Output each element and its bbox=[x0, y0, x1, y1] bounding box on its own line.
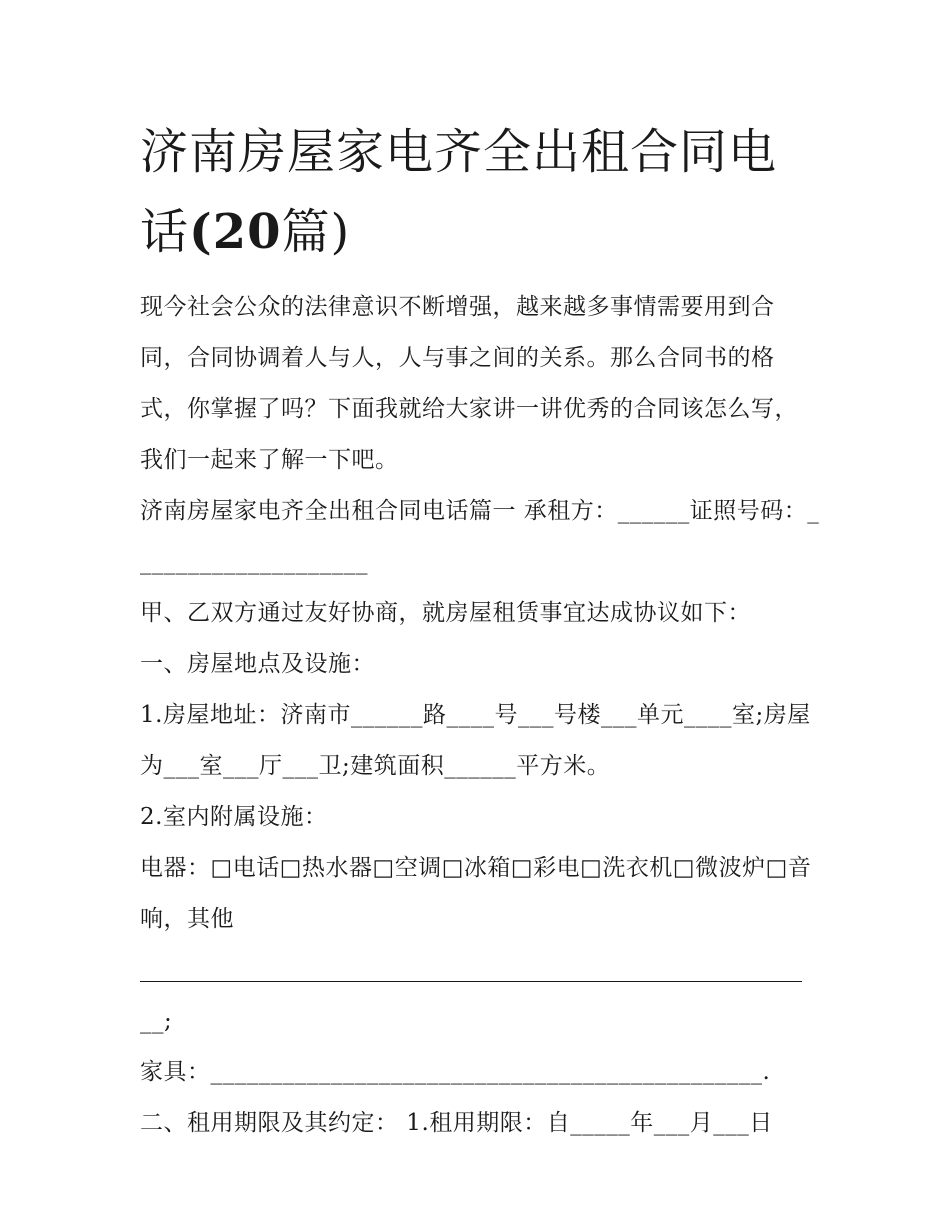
section-heading-1: 一、房屋地点及设施： bbox=[140, 651, 375, 677]
facilities-heading: 2.室内附属设施： bbox=[140, 804, 328, 830]
document-title bbox=[140, 112, 820, 272]
lessee-line: 济南房屋家电齐全出租合同电话篇一 承租方：______证照号码：____________________ bbox=[140, 498, 820, 575]
title-line-2-number: (20 bbox=[189, 204, 282, 260]
document-page bbox=[140, 112, 820, 1149]
appliances-line: 电器：□电话□热水器□空调□冰箱□彩电□洗衣机□微波炉□音响，其他 bbox=[140, 855, 812, 932]
title-line-2-prefix: 话 bbox=[140, 204, 190, 260]
furniture-line: 家具：______________________________________________. bbox=[140, 1059, 771, 1085]
appliances-line-end: __; bbox=[140, 1008, 173, 1034]
title-line-2-suffix: 篇) bbox=[281, 204, 351, 260]
agreement-statement: 甲、乙双方通过友好协商，就房屋租赁事宜达成协议如下： bbox=[140, 600, 751, 626]
fill-in-blank-line bbox=[140, 945, 820, 996]
house-address-clause: 1.房屋地址：济南市______路____号___号楼___单元____室;房屋为___室___厅___卫;建筑面积______平方米。 bbox=[140, 702, 811, 779]
intro-paragraph: 现今社会公众的法律意识不断增强，越来越多事情需要用到合同，合同协调着人与人，人与事之间的关系。那么合同书的格式，你掌握了吗？下面我就给大家讲一讲优秀的合同该怎么写，我们一起来了解一下吧。 bbox=[140, 294, 798, 473]
title-line-1: 济南房屋家电齐全出租合同电 bbox=[140, 124, 778, 180]
section-heading-2: 二、租用期限及其约定： 1.租用期限：自_____年___月___日 bbox=[140, 1110, 773, 1136]
